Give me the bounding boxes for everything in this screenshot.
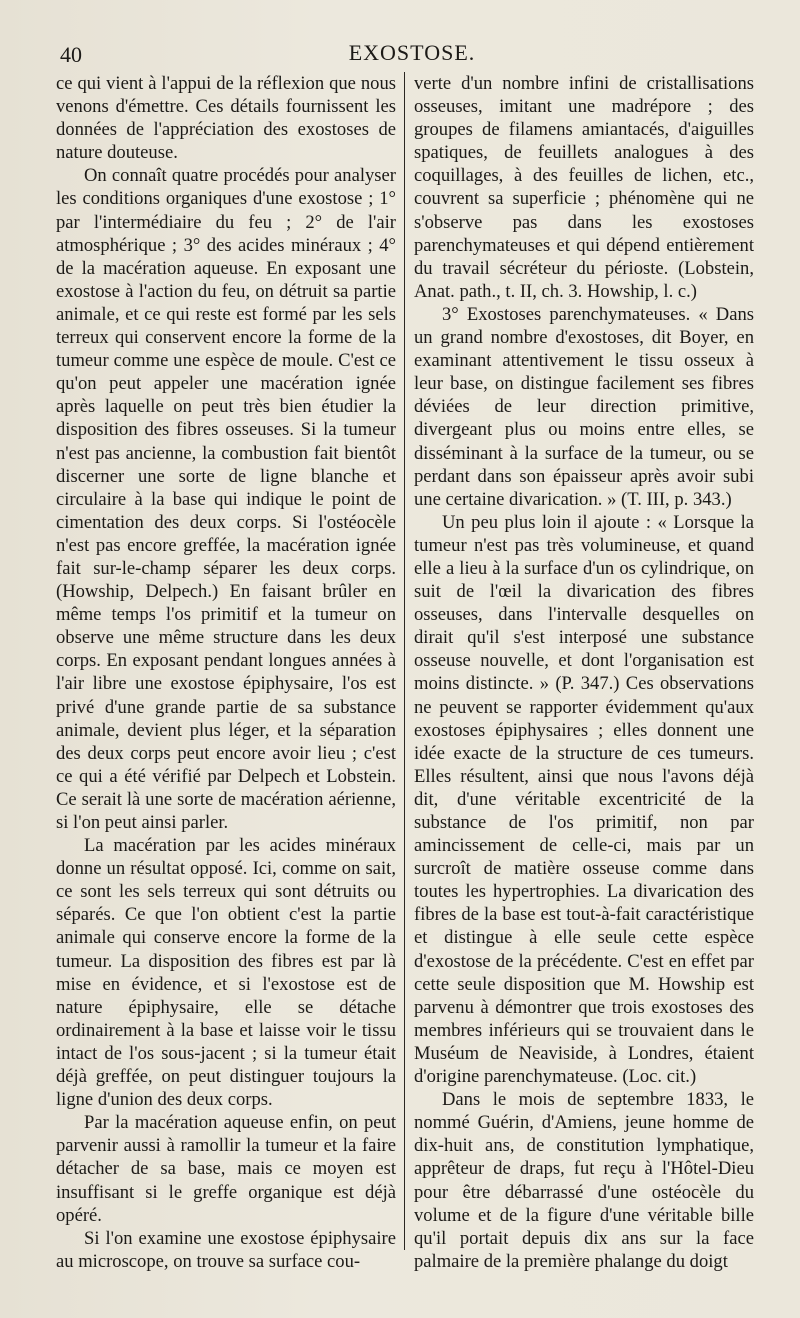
paragraph: Un peu plus loin il ajoute : « Lorsque la tumeur n'est pas très volumineuse, et quand elle a lieu à la surface d'un os cylindrique, on suit de l'œil la divarication des fibres osseuses, dans l'intervalle desquelles on dirait qu'il s'est interposé une substance osseuse nouvelle, et dont l'organisation est moins distincte. » (P. 347.) Ces observations ne peuvent se rapporter évidemment qu'aux exostoses épiphysaires ; elles donnent une idée exacte de la structure de ces tumeurs. Elles résultent, ainsi que nous l'avons déjà dit, d'une véritable excentricité de la substance de l'os primitif, non par amincissement de celle-ci, mais par un surcroît de matière osseuse comme dans toutes les hypertrophies. La divarication des fibres de la base est tout-à-fait caractéristique et distingue à elle seule cette espèce d'exostose de la précédente. C'est en effet par cette seule disposition que M. Howship est parvenu à démontrer que trois exostoses des membres inférieurs qui se trouvaient dans le Muséum de Neaviside, à Londres, étaient d'origine parenchymateuse. (Loc. cit.) [414,511,754,1088]
paragraph: Si l'on examine une exostose épiphysaire au microscope, on trouve sa surface cou- [56,1227,396,1272]
right-column [414,72,754,1273]
paragraph: On connaît quatre procédés pour analyser les conditions organiques d'une exostose ; 1° par l'intermédiaire du feu ; 2° de l'air atmosphérique ; 3° des acides minéraux ; 4° de la macération aqueuse. En exposant une exostose à l'action du feu, on détruit sa partie animale, et ce qui reste est formé par les sels terreux qui conservent encore la forme de la tumeur comme une espèce de moule. C'est ce qu'on peut appeler une macération ignée après laquelle on peut très bien étudier la disposition des fibres osseuses. Si la tumeur n'est pas ancienne, la combustion fait bientôt discerner une sorte de ligne blanche et circulaire à la base qui indique le point de cimentation des deux corps. Si l'ostéocèle n'est pas encore greffée, la macération ignée fait sur-le-champ séparer les deux corps. (Howship, Delpech.) En faisant brûler en même temps l'os primitif et la tumeur on observe une même structure dans les deux corps. En exposant pendant longues années à l'air libre une exostose épiphysaire, l'os est privé d'une grande partie de sa substance animale, devient plus léger, et la séparation des deux corps peut encore avoir lieu ; c'est ce qui a été vérifié par Delpech et Lobstein. Ce serait là une sorte de macération aérienne, si l'on peut ainsi parler. [56,165,396,833]
paragraph: 3° Exostoses parenchymateuses. « Dans un grand nombre d'exostoses, dit Boyer, en examinant attentivement le tissu osseux à leur base, on distingue facilement ses fibres déviées de leur direction primitive, divergeant plus ou moins entre elles, se disséminant à la surface de la tumeur, ou se perdant dans son épaisseur après avoir subi une certaine divarication. » (T. III, p. 343.) [414,303,754,510]
paragraph: Dans le mois de septembre 1833, le nommé Guérin, d'Amiens, jeune homme de dix-huit ans, de constitution lymphatique, apprêteur de draps, fut reçu à l'Hôtel-Dieu pour être débarrassé d'une ostéocèle du volume et de la figure d'une véritable bille qu'il portait depuis dix ans sur la face palmaire de la première phalange du doigt [414,1089,754,1272]
paragraph: Par la macération aqueuse enfin, on peut parvenir aussi à ramollir la tumeur et la faire détacher de sa base, mais ce moyen est insuffisant si le greffe organique est déjà opéré. [56,1112,396,1226]
page-number: 40 [60,42,82,67]
column-divider [404,72,405,1250]
page-header [60,40,764,70]
running-title: EXOSTOSE. [348,40,476,65]
paragraph: ce qui vient à l'appui de la réflexion que nous venons d'émettre. Ces détails fournissent les données de l'appréciation des exostoses de nature douteuse. [56,73,396,164]
paragraph: verte d'un nombre infini de cristallisations osseuses, imitant une madrépore ; des groupes de filamens amiantacés, d'aiguilles spatiques, de feuillets analogues à des coquillages, à des feuilles de lichen, etc., couvrent sa superficie ; phénomène qui ne s'observe pas dans les exostoses parenchymateuses et qui dépend entièrement du travail sécréteur du périoste. (Lobstein, Anat. path., t. II, ch. 3. Howship, l. c.) [414,73,754,302]
left-column [56,72,396,1273]
paragraph: La macération par les acides minéraux donne un résultat opposé. Ici, comme on sait, ce sont les sels terreux qui sont détruits ou séparés. Ce que l'on obtient c'est la partie animale qui conserve encore la forme de la tumeur. La disposition des fibres est par là mise en évidence, et si l'exostose est de nature épiphysaire, elle se détache ordinairement à la base et laisse voir le tissu intact de l'os sous-jacent ; si la tumeur était déjà greffée, on peut distinguer toujours la ligne d'union des deux corps. [56,835,396,1111]
